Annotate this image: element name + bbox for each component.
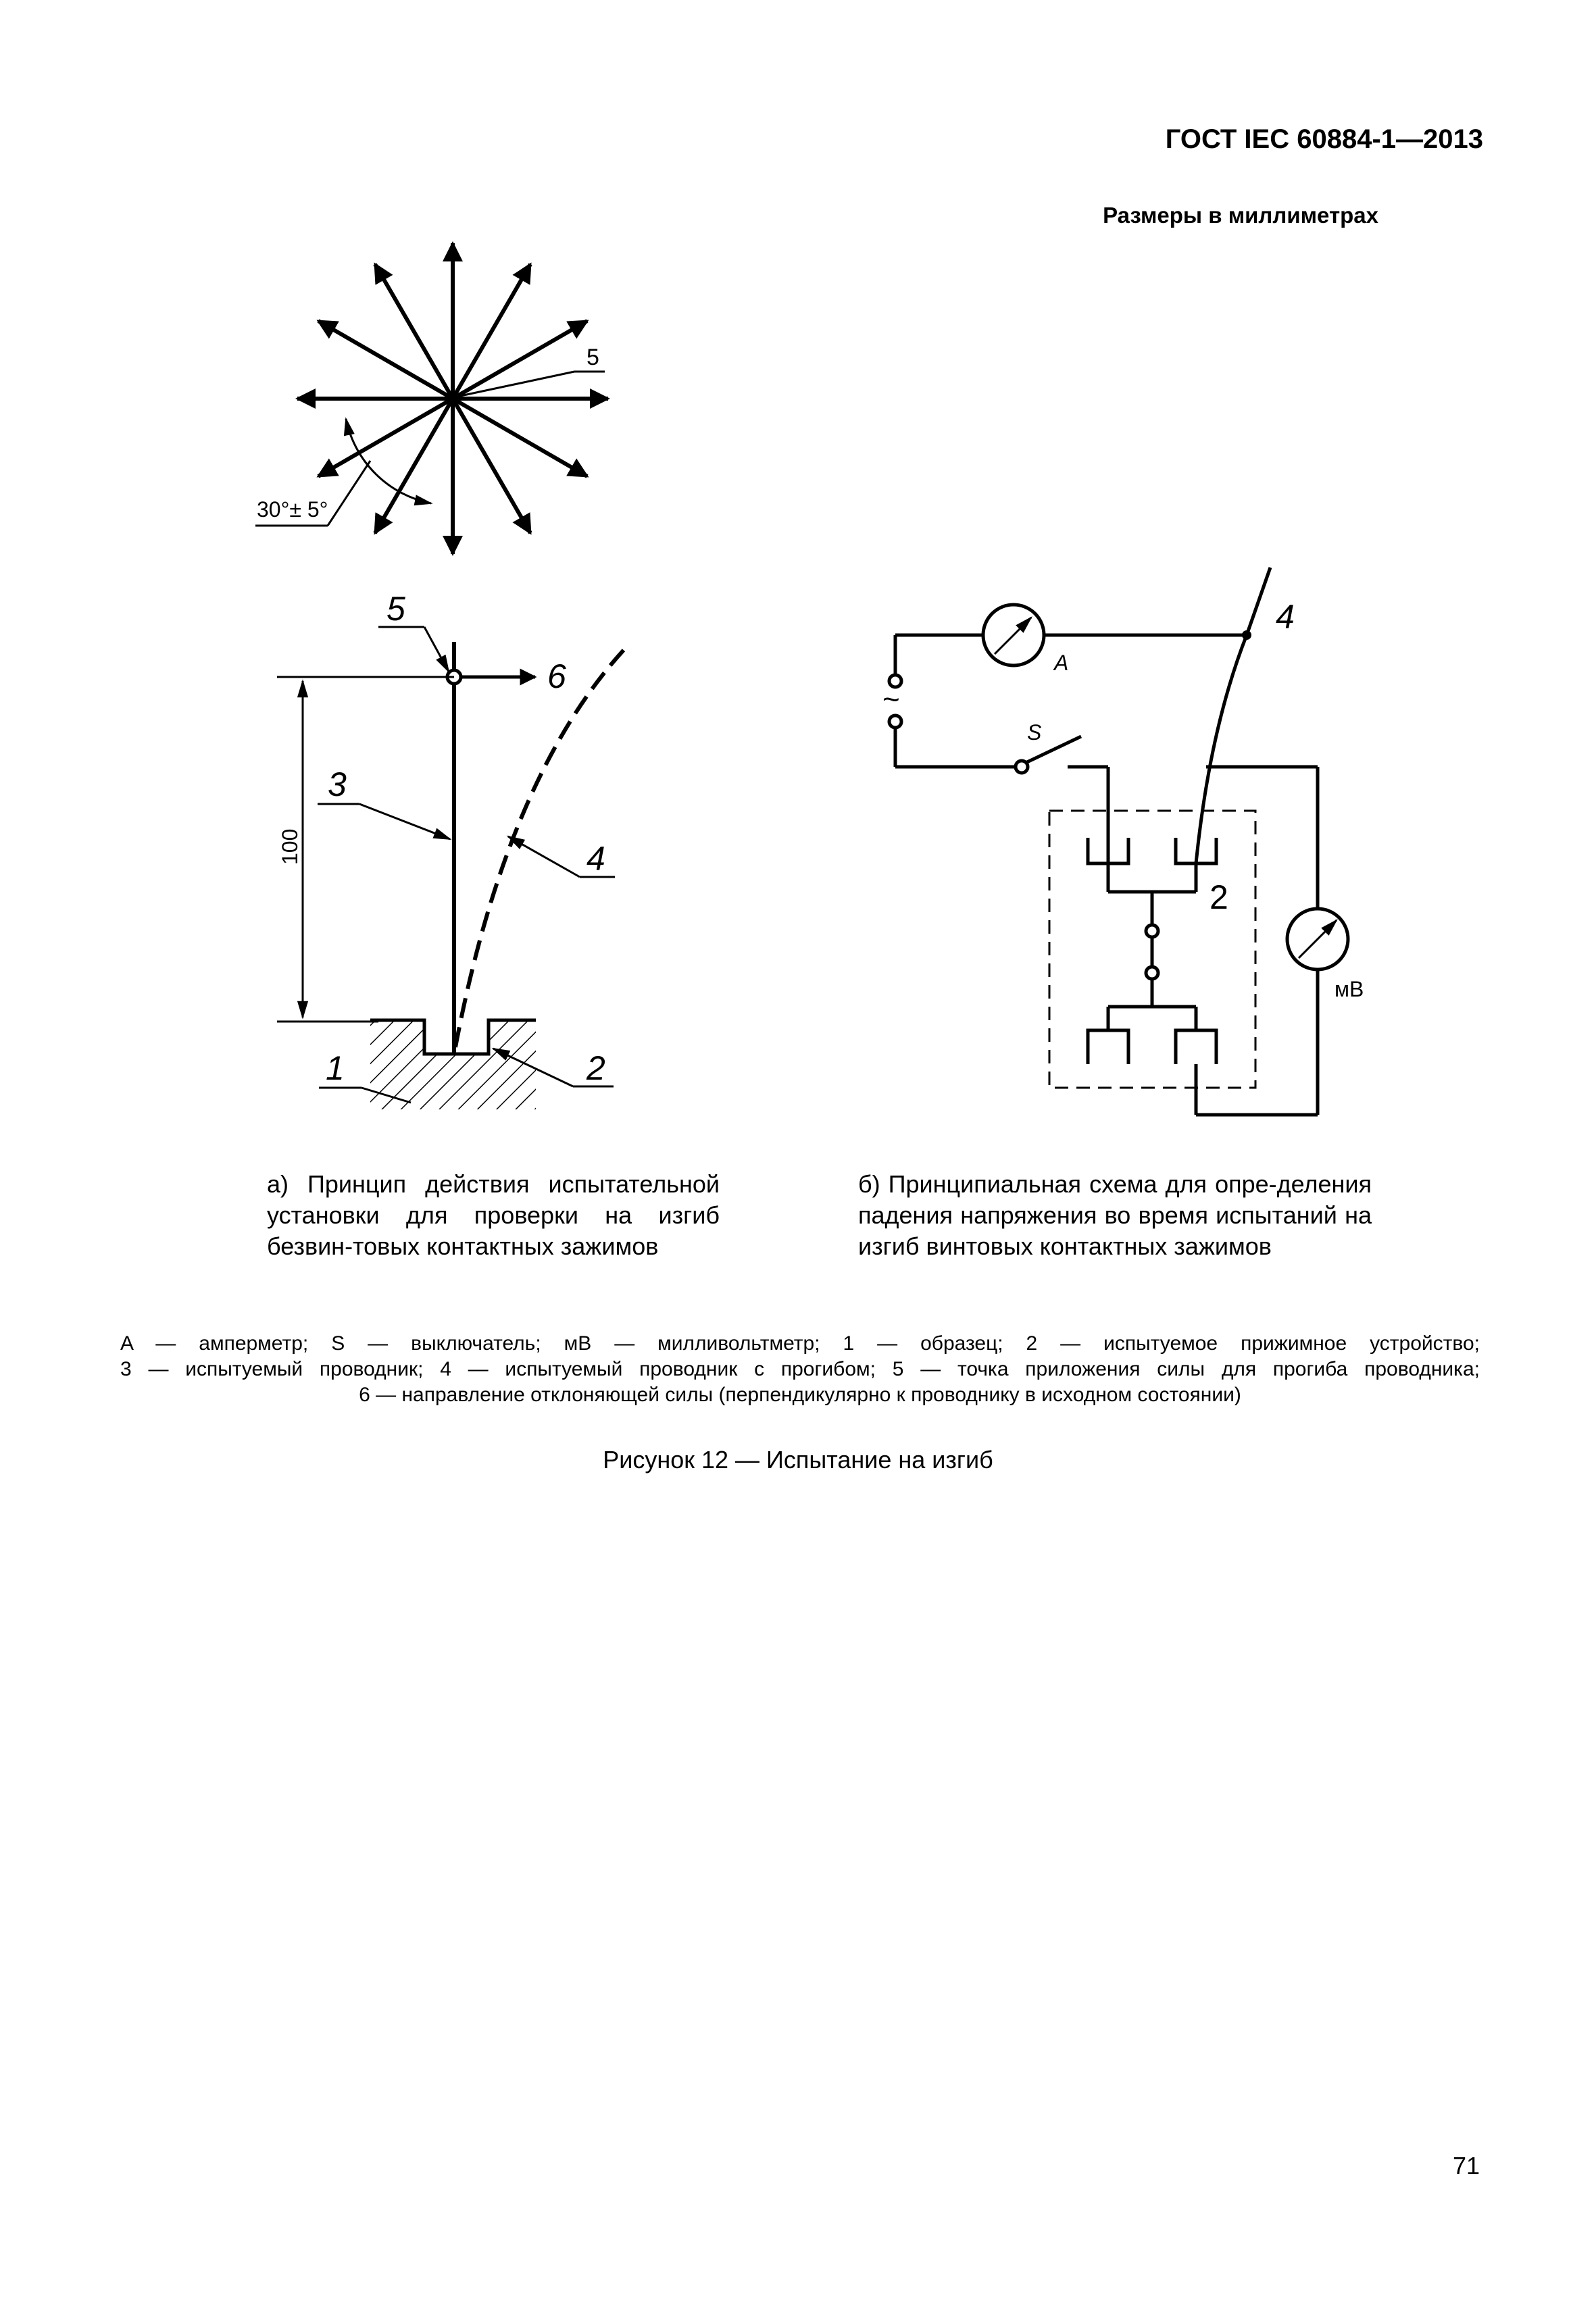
label-2-b: 2: [1210, 878, 1228, 916]
label-2-a: 2: [587, 1049, 605, 1087]
label-3: 3: [328, 765, 347, 803]
legend-line-1: A — амперметр; S — выключатель; мВ — милливольтметр; 1 — образец; 2 — испытуемое прижимное устройство;: [120, 1332, 1480, 1355]
page-number: 71: [1452, 2152, 1480, 2180]
angle-label: 30°± 5°: [257, 497, 328, 522]
figure-title: Рисунок 12 — Испытание на изгиб: [603, 1446, 993, 1474]
switch-label: S: [1027, 720, 1042, 745]
force-direction-star: [297, 243, 608, 554]
ac-symbol: ~: [882, 683, 900, 716]
ac-terminal-bottom: [889, 715, 901, 728]
label-4-b: 4: [1276, 598, 1295, 636]
label-1: 1: [326, 1049, 345, 1087]
ammeter-label: A: [1054, 651, 1069, 675]
caption-b: б) Принципиальная схема для опре-деления падения напряжения во время испытаний на изгиб винтовых контактных зажимов: [858, 1170, 1372, 1260]
bending-test-principle: [277, 590, 625, 1109]
standard-header: ГОСТ IEC 60884-1—2013: [1165, 124, 1483, 154]
label-5-a: 5: [386, 590, 405, 628]
switch-contact: [1016, 761, 1028, 773]
label-6: 6: [547, 657, 566, 695]
caption-a: а) Принцип действия испытательной установки для проверки на изгиб безвин-товых контактных зажимов: [267, 1170, 720, 1260]
dimensions-note: Размеры в миллиметрах: [1103, 203, 1378, 228]
legend-line-3: 6 — направление отклоняющей силы (перпендикулярно к проводнику в исходном состоянии): [359, 1384, 1241, 1406]
legend: [120, 1331, 1480, 1408]
voltage-drop-circuit: [889, 568, 1348, 1115]
label-5-top: 5: [587, 345, 599, 370]
dimension-100: 100: [278, 828, 302, 865]
millivoltmeter-label: мВ: [1335, 977, 1364, 1001]
label-4-a: 4: [587, 840, 605, 878]
legend-line-2: 3 — испытуемый проводник; 4 — испытуемый проводник с прогибом; 5 — точка приложения силы для прогиба проводника;: [120, 1358, 1480, 1380]
